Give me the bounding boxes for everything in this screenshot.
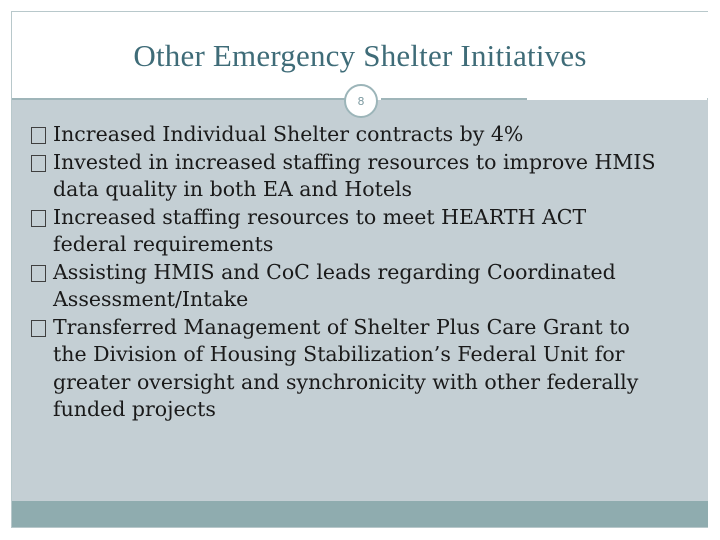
title-divider-right: [381, 98, 527, 100]
bullet-line: federal requirements: [53, 232, 274, 256]
bullet-item: [31, 149, 701, 204]
bullet-text: [53, 121, 523, 149]
bullet-line: Transferred Management of Shelter Plus Care Grant to: [53, 314, 630, 339]
title-divider-left: [12, 98, 345, 100]
bullet-box-icon: [31, 210, 46, 227]
bullet-item: [31, 204, 701, 259]
bullet-item: [31, 314, 701, 424]
bullet-box-icon: [31, 265, 46, 282]
bullet-line: Assisting HMIS and CoC leads regarding Coordinated: [53, 259, 616, 284]
bullet-item: [31, 121, 701, 149]
slide-number-badge: 8: [344, 84, 378, 118]
bullet-line: the Division of Housing Stabilization’s Federal Unit for: [53, 342, 625, 366]
bullet-line: Increased Individual Shelter contracts by 4%: [53, 122, 524, 146]
bullet-line: Invested in increased staffing resources to improve HMIS: [53, 149, 656, 174]
bullet-line: Increased staffing resources to meet HEARTH ACT: [53, 204, 587, 229]
bullet-line: funded projects: [53, 397, 216, 421]
bullet-box-icon: [31, 127, 46, 144]
bullet-line: data quality in both EA and Hotels: [53, 177, 413, 201]
bullet-text: [53, 314, 638, 424]
bullet-line: Assessment/Intake: [53, 287, 249, 311]
bullet-list: [31, 121, 701, 424]
bullet-text: [53, 149, 656, 204]
bullet-box-icon: [31, 320, 46, 337]
footer-bar: [12, 501, 708, 527]
bullet-text: [53, 259, 616, 314]
bullet-box-icon: [31, 155, 46, 172]
bullet-text: [53, 204, 586, 259]
bullet-item: [31, 259, 701, 314]
slide-title: Other Emergency Shelter Initiatives: [133, 38, 587, 73]
bullet-line: greater oversight and synchronicity with other federally: [53, 369, 639, 394]
